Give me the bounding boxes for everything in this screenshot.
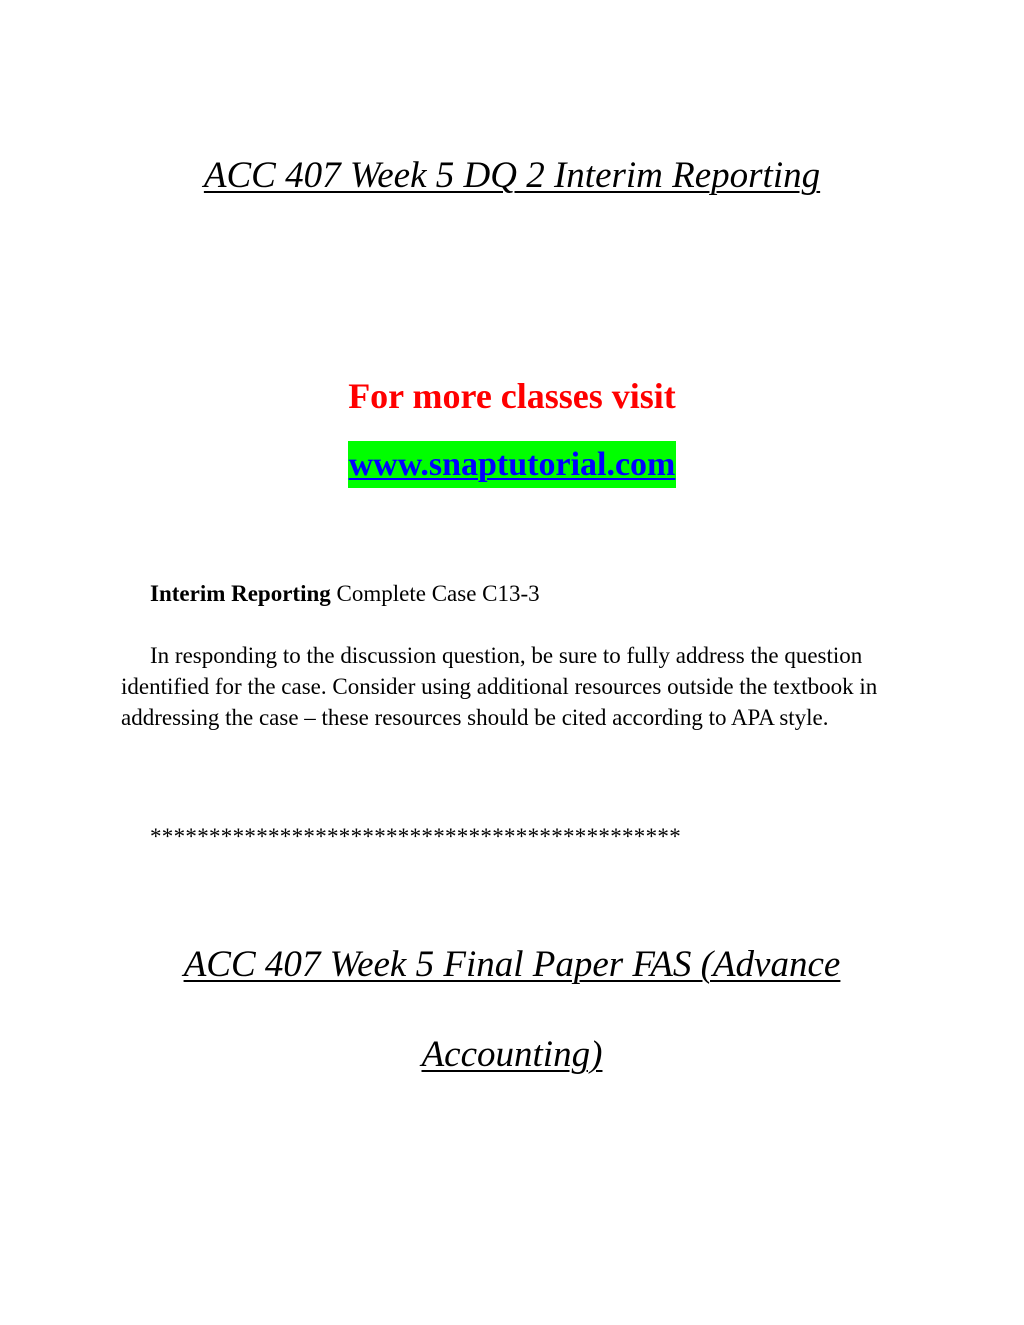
assignment-label: Interim Reporting bbox=[150, 581, 331, 606]
section-title-final-paper-line2-wrap bbox=[0, 1010, 1024, 1100]
section-title-final-paper-line2: Accounting) bbox=[421, 1034, 603, 1075]
section-title-final-paper bbox=[0, 920, 1024, 1100]
section-title-dq2-text: ACC 407 Week 5 DQ 2 Interim Reporting bbox=[203, 155, 821, 196]
snaptutorial-link[interactable]: www.snaptutorial.com bbox=[348, 441, 677, 488]
assignment-label-rest: Complete Case C13-3 bbox=[330, 581, 540, 606]
assignment-instructions: In responding to the discussion question, be sure to fully address the question identified for the case. Consider using additional resources outside the textbook in addressing the case – these resources should be cited according to APA style. bbox=[121, 643, 878, 730]
section-title-final-paper-line1-wrap bbox=[0, 920, 1024, 1010]
section-title-final-paper-line1: ACC 407 Week 5 Final Paper FAS (Advance bbox=[183, 944, 841, 985]
promo-link-wrapper bbox=[0, 441, 1024, 488]
assignment-line bbox=[121, 578, 911, 609]
section-title-dq2 bbox=[0, 157, 1024, 194]
promo-text: For more classes visit bbox=[348, 376, 676, 416]
asterisk-divider: ********************************************* bbox=[150, 824, 681, 849]
